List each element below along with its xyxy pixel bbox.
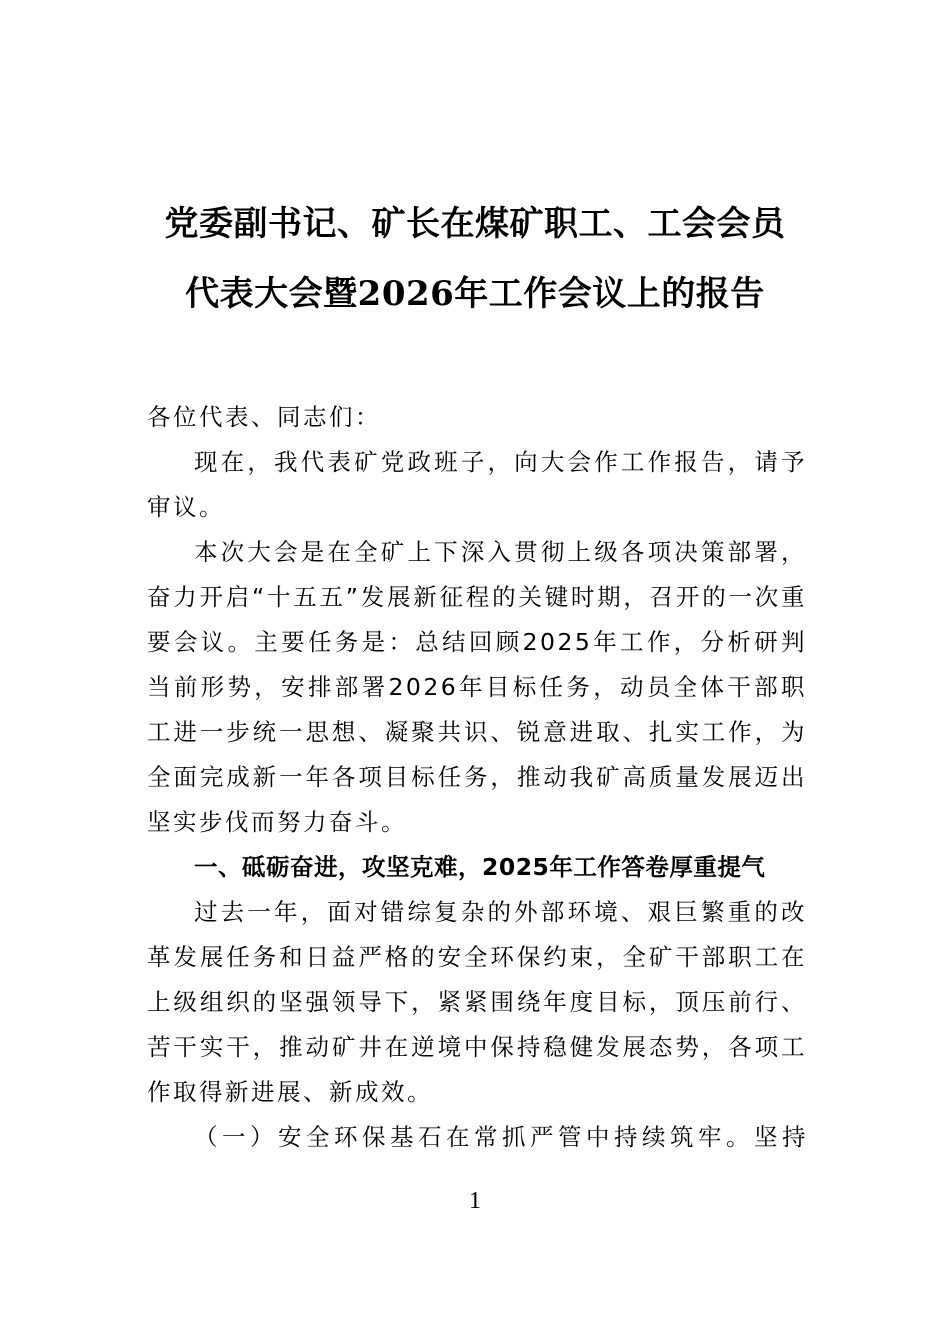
document-title-line-1: 党委副书记、矿长在煤矿职工、工会会员 [164, 204, 786, 244]
greeting: 各位代表、同志们： [147, 403, 381, 431]
paragraph-opening: 现在，我代表矿党政班子，向大会作工作报告，请予审议。 [147, 448, 807, 521]
subsection-heading-1: （一）安全环保基石在常抓严管中持续筑牢。坚持 [194, 1123, 810, 1151]
paragraph-meeting-purpose: 本次大会是在全矿上下深入贯彻上级各项决策部署，奋力开启“十五五”发展新征程的关键时期，召开的一次重要会议。主要任务是：总结回顾2025年工作，分析研判当前形势，安排部署2026年目标任务，动员全体干部职工进一步统一思想、凝聚共识、锐意进取、扎实工作，为全面完成新一年各项目标任务，推动我矿高质量发展迈出坚实步伐而努力奋斗。 [147, 538, 807, 836]
section-heading-1: 一、砥砺奋进，攻坚克难，2025年工作答卷厚重提气 [194, 853, 766, 881]
page-number: 1 [469, 1188, 481, 1214]
document-title-line-2: 代表大会暨2026年工作会议上的报告 [185, 274, 765, 314]
paragraph-review: 过去一年，面对错综复杂的外部环境、艰巨繁重的改革发展任务和日益严格的安全环保约束，全矿干部职工在上级组织的坚强领导下，紧紧围绕年度目标，顶压前行、苦干实干，推动矿井在逆境中保持稳健发展态势，各项工作取得新进展、新成效。 [147, 898, 807, 1106]
document-body [147, 395, 810, 1160]
